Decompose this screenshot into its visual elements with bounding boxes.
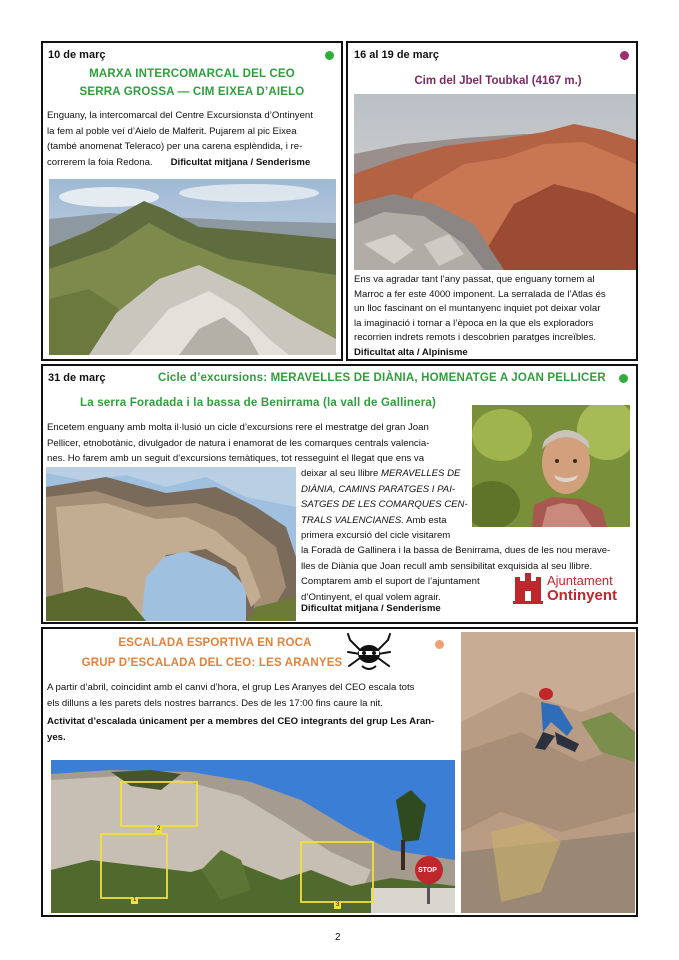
section-marxa-intercomarcal (41, 41, 343, 361)
event-date: 31 de març (48, 372, 106, 384)
climbing-walls-photo (51, 760, 455, 913)
joan-pellicer-portrait (472, 405, 630, 527)
green-dot (325, 51, 334, 60)
climber-photo (461, 632, 635, 913)
green-dot (619, 374, 628, 383)
difficulty-label: Dificultat mitjana / Senderisme (301, 603, 441, 614)
atlas-mountains-photo (354, 94, 636, 270)
orange-dot (435, 640, 444, 649)
difficulty-label: Dificultat alta / Alpinisme (354, 346, 468, 358)
cycle-title: Cicle d’excursions: MERAVELLES DE DIÀNIA, HOMENATGE A JOAN PELLICER (158, 372, 606, 384)
ajuntament-ontinyent-logo (513, 571, 633, 607)
mountain-ridge-photo (49, 179, 336, 355)
section-meravelles-diania (41, 364, 638, 624)
section-escalada (41, 627, 638, 917)
event-description: Encetem enguany amb molta il·lusió un cicle d’excursions rere el mestratge del gran Joan Pellicer, etnobotànic, divulgador de natura i enamorat de les comarques centrals valencia- nes. Ho farem amb un seguit d’excursions temàtiques, tot resseguint el llegat que ens va (47, 422, 430, 464)
sector-tag-1: 1 (133, 897, 137, 903)
foradada-arch-photo (46, 467, 296, 621)
event-title: MARXA INTERCOMARCAL DEL CEO (89, 68, 295, 80)
logo-text-ajuntament: Ajuntament (547, 573, 613, 588)
stop-sign-text: STOP (418, 867, 437, 874)
page-number: 2 (335, 932, 341, 943)
event-subtitle: SERRA GROSSA — CIM EIXEA D’AIELO (79, 86, 305, 98)
purple-dot (620, 51, 629, 60)
event-title: Cim del Jbel Toubkal (4167 m.) (414, 75, 582, 87)
event-description-end: la Foradà de Gallinera i la bassa de Benirrama, dues de les nou merave- lles de Diània que Joan recull amb sensibilitat exquisida al seu llibre. Comptarem amb el suport de l’ajuntament d’Ontinyent, el qual volem agrair. (301, 545, 611, 603)
event-subtitle: La serra Foradada i la bassa de Benirrama (la vall de Gallinera) (80, 397, 437, 409)
event-date: 10 de març (48, 49, 106, 61)
event-description: Enguany, la intercomarcal del Centre Excursionsta d’Ontinyent la fem al poble veí d’Aielo de Malferit. Pujarem al pic Eixea (també anomenat Teleraco) per una carena esplèndida, i re- correrem la foia Redona. Dificultat mitjana / Senderisme (47, 110, 313, 168)
spider-icon (346, 632, 392, 674)
section-toubkal (346, 41, 638, 361)
sector-tag-3: 3 (336, 902, 340, 908)
event-title: ESCALADA ESPORTIVA EN ROCA (118, 637, 312, 649)
event-date: 16 al 19 de març (354, 49, 440, 61)
event-description: A partir d’abril, coincidint amb el canvi d’hora, el grup Les Aranyes del CEO escala tots els dilluns a les parets dels nostres barrancs. Des de les 17:00 fins caure la nit. (47, 682, 415, 709)
difficulty-label: Dificultat mitjana / Senderisme (170, 156, 311, 168)
sector-tag-2: 2 (157, 826, 161, 832)
event-description: Ens va agradar tant l’any passat, que enguany tornem al Marroc a fer este 4000 imponent. La serralada de l’Atlas és un lloc fascinant on el muntanyenc inquiet pot deixar volar la imaginació i tornar a l’època en la que els exploradors recorrien indrets remots i descobrien paratges increïbles. Dificultat alta / Alpinisme (354, 273, 636, 360)
logo-text-ontinyent: Ontinyent (547, 587, 617, 604)
members-only-note: Activitat d’escalada únicament per a membres del CEO integrants del grup Les Aran- yes. (47, 716, 435, 743)
event-subtitle: GRUP D’ESCALADA DEL CEO: LES ARANYES (81, 657, 343, 669)
castle-crest-icon (513, 571, 543, 605)
event-description-continued: deixar al seu llibre MERAVELLES DE DIÀNIA, CAMINS PARATGES I PAI- SATGES DE LES COMARQUES CEN- TRALS VALENCIANES. Amb esta primera excursió del cicle visitarem (301, 468, 468, 541)
